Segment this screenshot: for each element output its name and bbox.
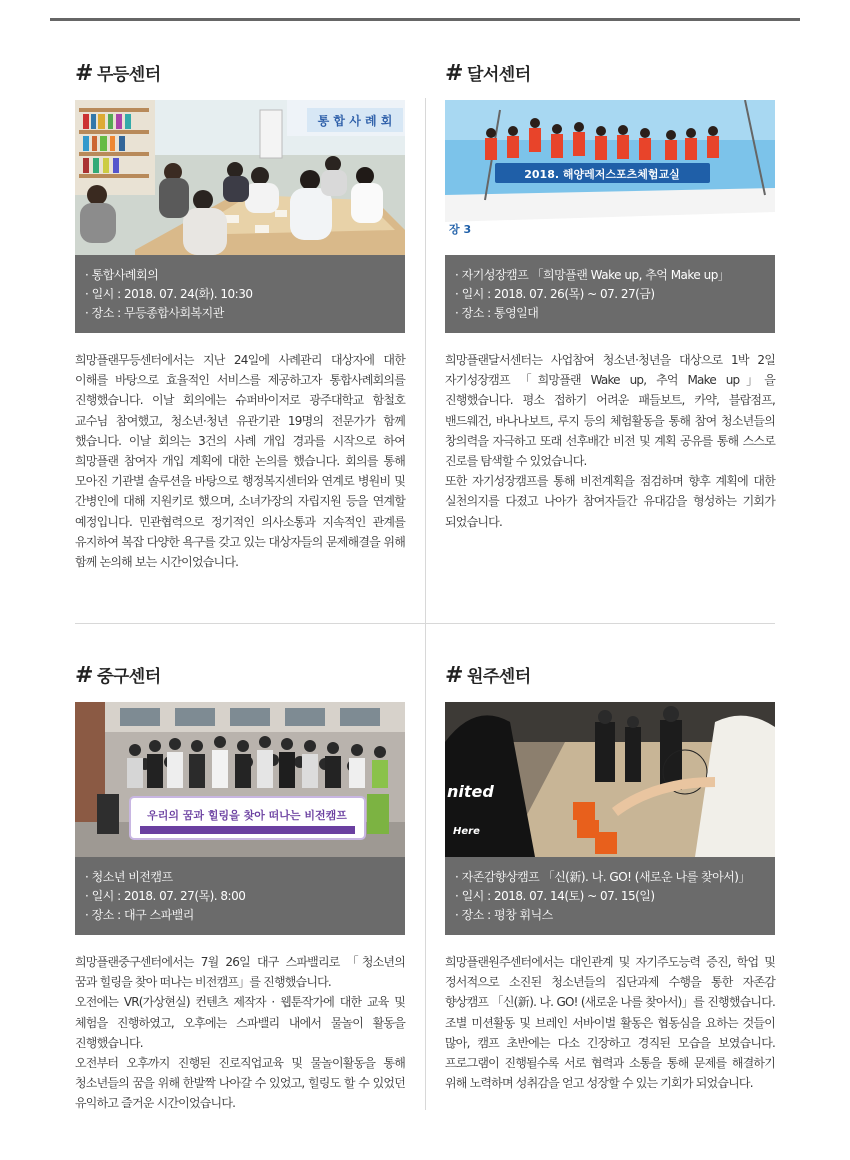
event-info-box [445,857,775,935]
boat-side-text: 장 3 [449,223,472,236]
shirt-side-text: Here [453,826,480,837]
photo-vision-camp [75,702,405,857]
boat-photo-illustration [445,100,775,255]
event-place: · 장소 : 무등종합사회복지관 [85,306,224,320]
hash-icon: # [75,663,93,688]
section-junggu [75,662,405,1114]
event-place: · 장소 : 평창 휘닉스 [455,908,553,922]
section-heading [75,662,405,690]
event-title: · 자존감향상캠프 「신(新). 나. GO! (새로운 나를 찾아서)」 [455,870,750,884]
column-divider-bottom [425,623,426,1110]
center-name: 달서센터 [466,65,531,85]
section-body [445,350,775,532]
event-info-box [75,255,405,333]
boat-banner-text: 2018. 해양레저스포츠체험교실 [524,168,680,181]
photo-meeting [75,100,405,255]
center-name: 원주센터 [466,667,531,687]
event-place: · 장소 : 대구 스파밸리 [85,908,194,922]
section-heading [75,60,405,88]
body-paragraph: 오전에는 VR(가상현실) 컨텐츠 제작자 · 웹툰작가에 대한 교육 및 체험을 진행하였고, 오후에는 스파밸리 내에서 물놀이 활동을 진행했습니다. [75,995,405,1050]
hash-icon: # [445,663,463,688]
section-dalseo [445,60,775,532]
event-info-box [445,255,775,333]
column-divider-top [425,98,426,623]
group-photo-illustration [75,702,405,857]
section-wonju [445,662,775,1093]
event-title: · 통합사례회의 [85,268,159,282]
event-date: · 일시 : 2018. 07. 14(토) ~ 07. 15(일) [455,889,655,903]
section-body [75,952,405,1114]
activity-photo-illustration [445,702,775,857]
photo-selfesteem-camp [445,702,775,857]
event-info-box [75,857,405,935]
body-paragraph: 또한 자기성장캠프를 통해 비전계획을 점검하며 향후 계획에 대한 실천의지를 다졌고 나아가 참여자들간 유대감을 형성하는 기회가 되었습니다. [445,474,775,529]
meeting-photo-illustration [75,100,405,255]
event-title: · 청소년 비전캠프 [85,870,173,884]
shirt-text: nited [447,782,494,801]
section-heading [445,662,775,690]
section-heading [445,60,775,88]
body-paragraph: 희망플랜무등센터에서는 지난 24일에 사례관리 대상자에 대한 이해를 바탕으로 효율적인 서비스를 제공하고자 통합사례회의를 진행했습니다. 이날 회의에는 슈퍼바이저로 광주대학교 함철호 교수님 참여했고, 청소년·청년 유관기관 19명의 전문가가 함께 했습니다. 이날 회의는 3건의 사례 개입 경과를 시작으로 하여 희망플랜 참여자 개입 계획에 대한 논의를 했습니다. 회의를 통해 모아진 기관별 솔루션을 바탕으로 행정복지센터와 연계로 병원비 및 간병인에 대해 지원키로 했으며, 소녀가장의 자립지원 등을 연계할 예정입니다. 민관협력으로 정기적인 의사소통과 지속적인 관계를 유지하여 복잡 다양한 욕구를 갖고 있는 대상자들의 문제해결을 위해 함께 논의해 보는 시간이었습니다. [75,353,405,570]
event-place: · 장소 : 통영일대 [455,306,539,320]
event-date: · 일시 : 2018. 07. 27(목). 8:00 [85,889,246,903]
center-name: 중구센터 [96,667,161,687]
section-body [75,350,405,572]
event-date: · 일시 : 2018. 07. 26(목) ~ 07. 27(금) [455,287,655,301]
center-name: 무등센터 [96,65,161,85]
event-date: · 일시 : 2018. 07. 24(화). 10:30 [85,287,253,301]
hash-icon: # [75,61,93,86]
body-paragraph: 희망플랜원주센터에서는 대인관계 및 자기주도능력 증진, 학업 및 정서적으로 소진된 청소년들의 집단과제 수행을 통한 자존감 향상캠프 「신(新). 나. GO! (새로운 나를 찾아서)」를 진행했습니다. 조별 미션활동 및 브레인 서바이벌 활동은 협동심을 요하는 것들이 많아, 캠프 초반에는 다소 긴장하고 경직된 모습을 보였습니다. 프로그램이 진행될수록 서로 협력과 소통을 통해 문제를 해결하기 위해 노력하며 성취감을 얻고 성장할 수 있는 기회가 되었습니다. [445,955,775,1091]
top-rule [50,18,800,21]
body-paragraph: 희망플랜달서센터는 사업참여 청소년·청년을 대상으로 1박 2일 자기성장캠프 「희망플랜 Wake up, 추억 Make up」을 진행했습니다. 평소 접하기 어려운 패들보트, 카약, 블랍점프, 밴드웨건, 바나나보트, 루지 등의 체험활동을 통해 참여 청소년들의 창의력을 자극하고 또래 선후배간 비전 및 계획 공유를 통해 스스로 진로를 탐색할 수 있었습니다. [445,353,775,469]
section-body [445,952,775,1093]
meeting-banner-text: 통 합 사 례 회 [317,114,393,128]
row-divider [75,623,775,624]
event-title: · 자기성장캠프 「희망플랜 Wake up, 추억 Make up」 [455,268,730,282]
camp-banner-text: 우리의 꿈과 힐링을 찾아 떠나는 비전캠프 [147,809,347,822]
photo-boat-camp [445,100,775,255]
section-mudeung [75,60,405,572]
body-paragraph: 오전부터 오후까지 진행된 진로직업교육 및 물놀이활동을 통해 청소년들의 꿈을 위해 한발짝 나아갈 수 있었고, 힐링도 할 수 있었던 유익하고 즐거운 시간이었습니다. [75,1056,405,1111]
body-paragraph: 희망플랜중구센터에서는 7월 26일 대구 스파밸리로 「청소년의 꿈과 힐링을 찾아 떠나는 비전캠프」를 진행했습니다. [75,955,405,990]
hash-icon: # [445,61,463,86]
